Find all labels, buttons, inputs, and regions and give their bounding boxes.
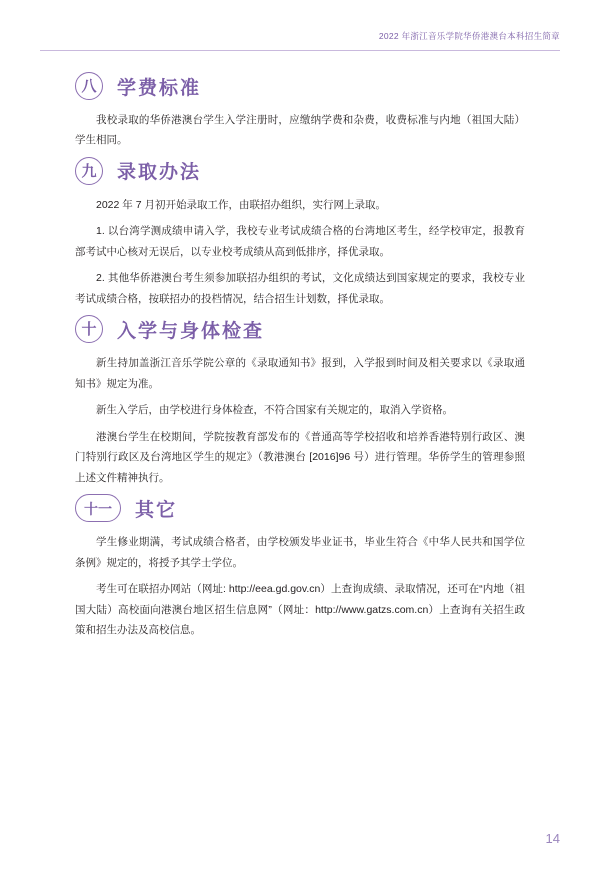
paragraph: 新生入学后，由学校进行身体检查，不符合国家有关规定的，取消入学资格。 xyxy=(96,404,453,417)
section-title: 入学与身体检查 xyxy=(117,320,265,342)
page-content xyxy=(75,72,525,646)
section-number-badge: 十 xyxy=(75,315,103,343)
section-heading xyxy=(75,157,525,185)
section-luqubanfa xyxy=(75,157,525,309)
paragraph: 考生可在联招办网站（网址: http://eea.gd.gov.cn）上查询成绩、录取情况，还可在“内地（祖国大陆）高校面向港澳台地区招生信息网”（网址：http://www.gatzs.com.cn）上查询有关招生政策和招生办法及高校信息。 xyxy=(75,583,525,636)
paragraph: 学生修业期满，考试成绩合格者，由学校颁发毕业证书，毕业生符合《中华人民共和国学位条例》规定的，将授予其学士学位。 xyxy=(75,536,525,569)
paragraph: 我校录取的华侨港澳台学生入学注册时，应缴纳学费和杂费，收费标准与内地（祖国大陆）学生相同。 xyxy=(75,114,525,147)
section-title: 录取办法 xyxy=(117,162,202,184)
page-header xyxy=(40,30,560,58)
section-qita xyxy=(75,494,525,640)
paragraph: 新生持加盖浙江音乐学院公章的《录取通知书》报到，入学报到时间及相关要求以《录取通知书》规定为准。 xyxy=(75,357,525,390)
header-divider xyxy=(40,50,560,51)
paragraph: 2022 年 7 月初开始录取工作，由联招办组织，实行网上录取。 xyxy=(96,198,386,211)
paragraph: 1. 以台湾学测成绩申请入学，我校专业考试成绩合格的台湾地区考生，经学校审定，报教育部考试中心核对无误后，以专业校考成绩从高到低排序，择优录取。 xyxy=(75,225,525,258)
section-number-badge: 九 xyxy=(75,157,103,185)
paragraph: 港澳台学生在校期间，学院按教育部发布的《普通高等学校招收和培养香港特别行政区、澳门特别行政区及台湾地区学生的规定》（教港澳台 [2016]96 号）进行管理。华侨学生的管理参照上述文件精神执行。 xyxy=(75,430,525,484)
section-title: 其它 xyxy=(135,499,178,521)
paragraph: 2. 其他华侨港澳台考生须参加联招办组织的考试，文化成绩达到国家规定的要求，我校专业考试成绩合格，按联招办的投档情况，结合招生计划数，择优录取。 xyxy=(75,272,525,305)
section-xuefeibiaozhun xyxy=(75,72,525,151)
section-heading xyxy=(75,315,525,343)
section-title: 学费标准 xyxy=(117,77,202,99)
page-number: 14 xyxy=(545,831,560,846)
section-ruxueyushentijiancha xyxy=(75,315,525,488)
section-heading xyxy=(75,494,525,522)
running-title: 2022 年浙江音乐学院华侨港澳台本科招生简章 xyxy=(378,31,560,41)
section-heading xyxy=(75,72,525,100)
section-number-badge: 八 xyxy=(75,72,103,100)
section-number-badge: 十一 xyxy=(75,494,121,522)
